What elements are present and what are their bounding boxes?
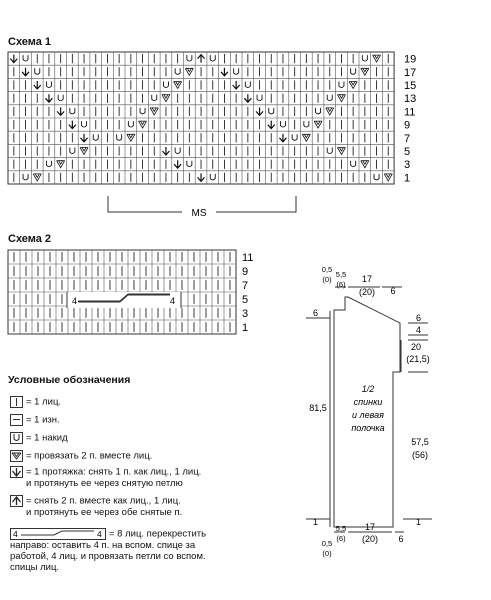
legend-item-yarn-over: = 1 накид — [10, 432, 68, 444]
row-number: 9 — [404, 119, 411, 132]
row-number: 11 — [242, 252, 254, 264]
legend-item-cable-text3: работой, 4 лиц. и провязать петли со вспом. — [10, 551, 206, 562]
inner-label-2: спинки — [353, 397, 383, 407]
svg-text:6: 6 — [416, 313, 422, 323]
svg-text:6: 6 — [313, 308, 319, 318]
legend-item-knit: = 1 лиц. — [10, 396, 61, 408]
svg-text:(0): (0) — [322, 549, 332, 558]
svg-text:(0): (0) — [322, 275, 332, 284]
row-number: 15 — [404, 80, 417, 92]
svg-text:81,5: 81,5 — [309, 403, 327, 413]
svg-text:(6): (6) — [336, 534, 346, 543]
svg-text:6: 6 — [390, 286, 396, 296]
row-number: 1 — [242, 322, 249, 334]
inner-label-3: и левая — [352, 410, 384, 420]
legend-item-k2tog: = провязать 2 п. вместе лиц. — [10, 450, 152, 462]
row-number: 5 — [404, 146, 411, 158]
scheme2-title: Схема 2 — [8, 233, 52, 245]
svg-text:5,5: 5,5 — [335, 270, 347, 279]
svg-text:57,5: 57,5 — [411, 437, 429, 447]
svg-text:4: 4 — [97, 529, 102, 539]
row-number: 7 — [404, 132, 411, 145]
row-number: 17 — [404, 66, 417, 79]
svg-text:0,5: 0,5 — [321, 539, 333, 548]
svg-text:(6): (6) — [336, 280, 346, 289]
legend-item-sk2p-text2: и протянуть ее через обе снятые п. — [26, 507, 183, 518]
svg-text:0,5: 0,5 — [321, 265, 333, 274]
repeat-label: MS — [191, 208, 207, 219]
svg-text:1: 1 — [416, 517, 422, 527]
svg-text:5,5: 5,5 — [335, 524, 347, 533]
inner-label-4: полочка — [351, 423, 385, 433]
svg-text:17: 17 — [364, 522, 376, 532]
row-number: 3 — [242, 308, 249, 320]
svg-text:(20): (20) — [361, 534, 379, 544]
row-number: 11 — [404, 106, 416, 119]
legend-item-skp: = 1 протяжка: снять 1 п. как лиц., 1 лиц. и протянуть ее через снятую петлю — [10, 466, 201, 489]
legend-item-cable-text4: спицы лиц. — [10, 562, 60, 573]
legend-item-sk2p: = снять 2 п. вместе как лиц., 1 лиц. и протянуть ее через обе снятые п. — [10, 495, 182, 518]
row-number: 9 — [242, 266, 249, 278]
legend-title: Условные обозначения — [8, 374, 131, 386]
legend-item-cable: 4 4 = 8 лиц. перекрестить направо: оставить 4 п. на вспом. спице за работой, 4 лиц. и провязать петли со вспом. спицы лиц. — [10, 528, 207, 573]
row-number: 1 — [404, 172, 411, 185]
cable-label-right: 4 — [170, 296, 176, 306]
row-number: 3 — [404, 159, 411, 172]
svg-text:4: 4 — [13, 529, 18, 539]
row-number: 5 — [242, 294, 249, 306]
svg-text:(21,5): (21,5) — [406, 354, 430, 364]
svg-text:1: 1 — [313, 517, 319, 527]
legend-item-cable-text2: направо: оставить 4 п. на вспом. спице за — [10, 540, 196, 551]
cable-label-left: 4 — [72, 296, 78, 306]
row-number: 7 — [242, 280, 249, 292]
scheme1-title: Схема 1 — [8, 36, 52, 48]
row-number: 19 — [404, 53, 417, 66]
svg-text:(20): (20) — [358, 287, 376, 297]
row-number: 13 — [404, 93, 417, 106]
svg-text:17: 17 — [361, 274, 373, 284]
legend-item-purl: = 1 изн. — [10, 414, 60, 426]
svg-text:4: 4 — [416, 325, 422, 335]
svg-text:20: 20 — [410, 342, 422, 352]
svg-text:(56): (56) — [411, 450, 429, 460]
inner-label-1: 1/2 — [361, 384, 375, 394]
legend-item-skp-text2: и протянуть ее через снятую петлю — [26, 478, 183, 489]
svg-text:6: 6 — [398, 534, 404, 544]
